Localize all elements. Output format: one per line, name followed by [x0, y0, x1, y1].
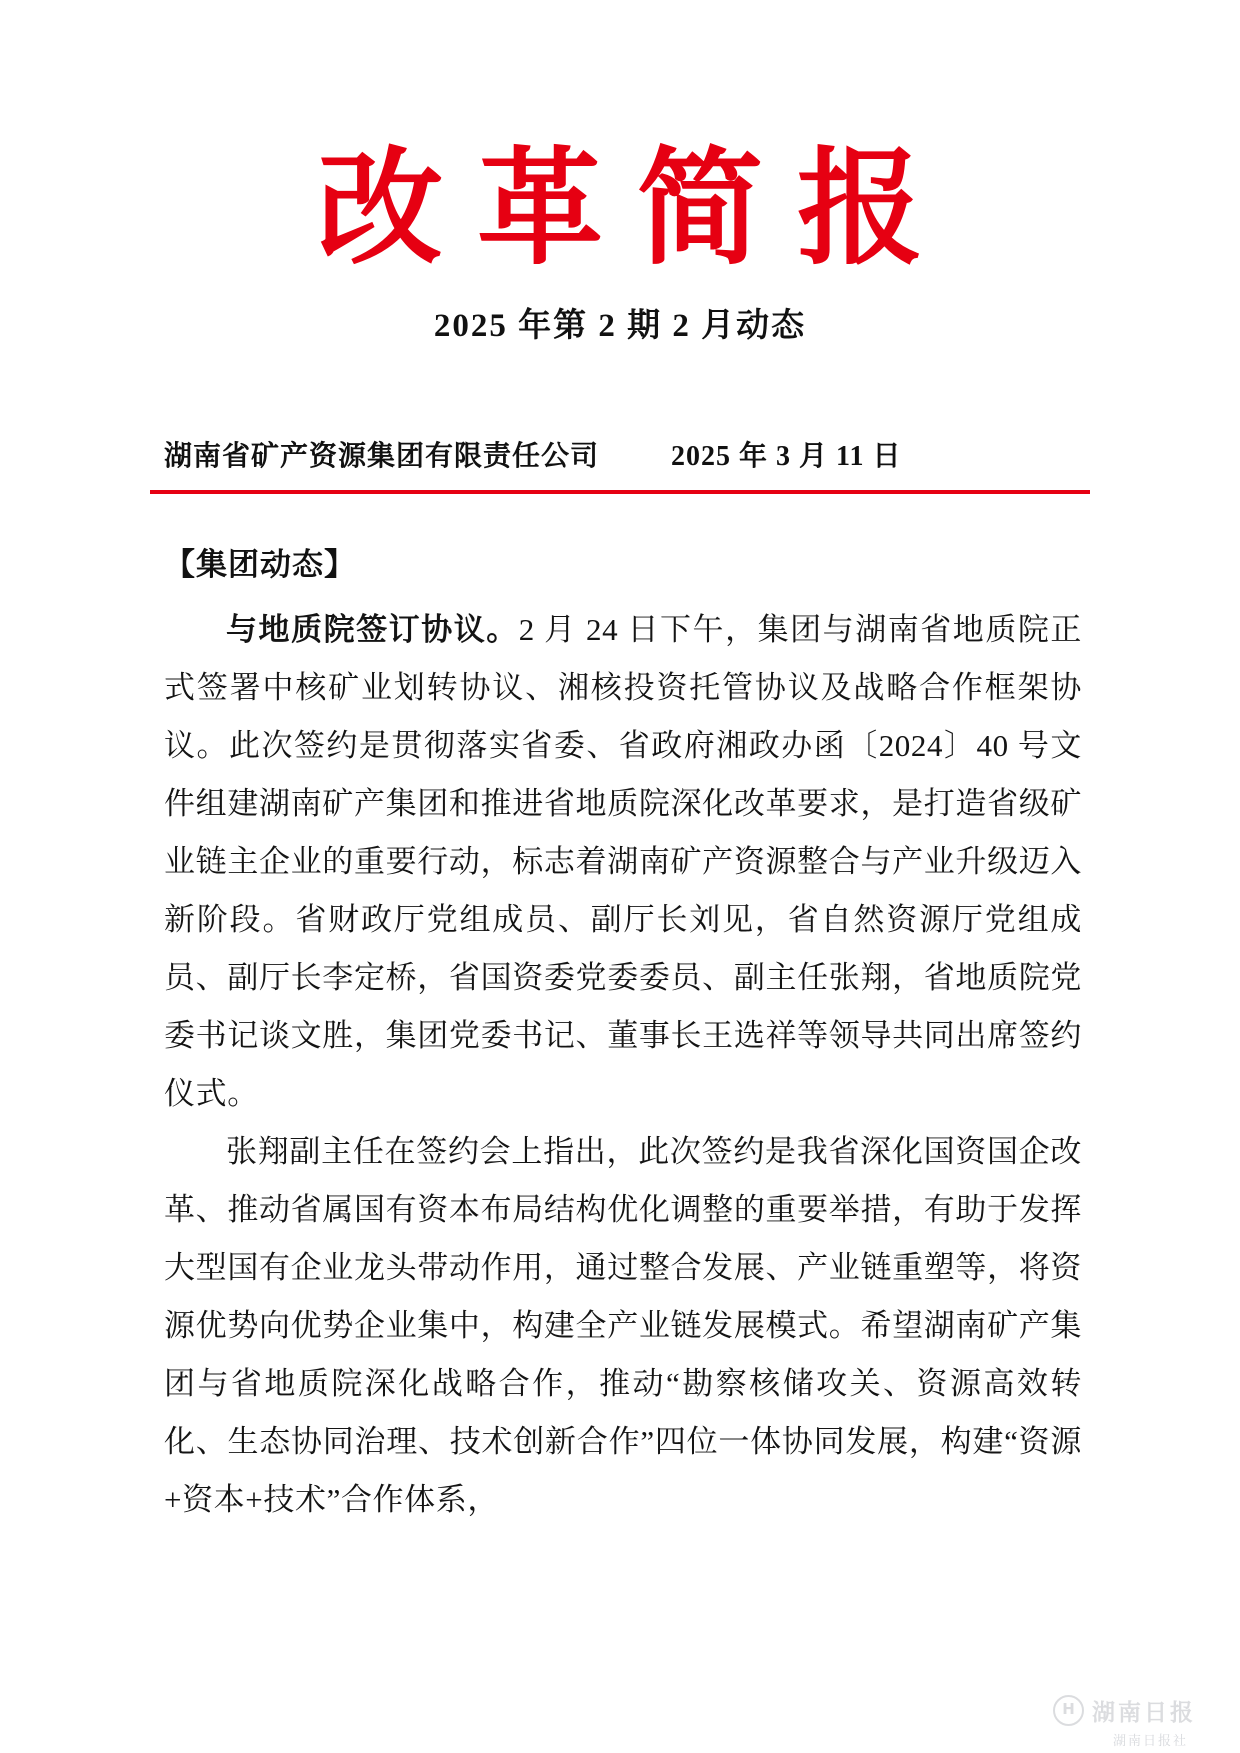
masthead-red-rule: [150, 490, 1090, 494]
body-paragraph: [164, 1123, 1082, 1529]
publisher-name: 湖南省矿产资源集团有限责任公司: [164, 441, 600, 472]
paragraph-lead-in: 与地质院签订协议。: [226, 612, 519, 648]
document-body: [150, 544, 1090, 1529]
section-heading-group-news: 【集团动态】: [164, 547, 356, 583]
watermark-sublabel: 湖南日报社: [1112, 1734, 1188, 1749]
masthead-subtitle: 2025 年第 2 期 2 月动态: [433, 308, 807, 345]
watermark: [1053, 1694, 1196, 1727]
body-paragraph: [164, 601, 1082, 1123]
issue-line: [150, 434, 1090, 474]
paragraph-text: 2 月 24 日下午，集团与湖南省地质院正式签署中核矿业划转协议、湘核投资托管协议及战略合作框架协议。此次签约是贯彻落实省委、省政府湘政办函〔2024〕40 号文件组建湖南矿产集团和推进省地质院深化改革要求，是打造省级矿业链主企业的重要行动，标志着湖南矿产资源整合与产业升级迈入新阶段。省财政厅党组成员、副厅长刘见，省自然资源厅党组成员、副厅长李定桥，省国资委党委委员、副主任张翔，省地质院党委书记谈文胜，集团党委书记、董事长王选祥等领导共同出席签约仪式。: [164, 612, 1082, 1112]
masthead-title: 改革简报: [317, 134, 957, 282]
watermark-label: 湖南日报: [1092, 1700, 1196, 1726]
paragraph-text: 张翔副主任在签约会上指出，此次签约是我省深化国资国企改革、推动省属国有资本布局结构优化调整的重要举措，有助于发挥大型国有企业龙头带动作用，通过整合发展、产业链重塑等，将资源优势向优势企业集中，构建全产业链发展模式。希望湖南矿产集团与省地质院深化战略合作，推动“勘察核储攻关、资源高效转化、生态协同治理、技术创新合作”四位一体协同发展，构建“资源+资本+技术”合作体系，: [164, 1134, 1082, 1518]
issue-date: 2025 年 3 月 11 日: [671, 441, 902, 472]
watermark-logo-icon: H: [1053, 1695, 1084, 1726]
